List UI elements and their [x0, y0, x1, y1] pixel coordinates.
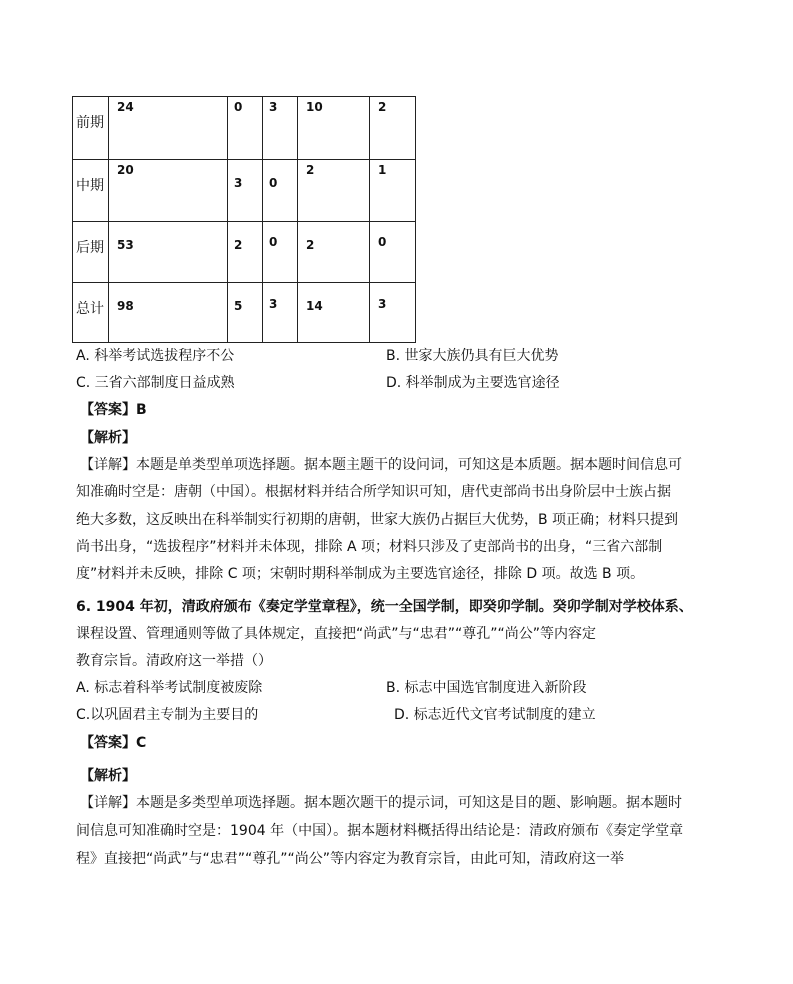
q5-analysis-title: 【解析】 [80, 430, 136, 446]
q6-answer: 【答案】C [80, 735, 147, 751]
table-cell [228, 97, 263, 160]
cell-value: 2 [306, 163, 315, 177]
q5-detail-line: 【详解】本题是单类型单项选择题。据本题主题干的设问词，可知这是本质题。据本题时间信息可 [80, 457, 682, 473]
q5-detail-line: 尚书出身，“选拔程序”材料并未体现，排除 A 项；材料只涉及了吏部尚书的出身，“三省六部制 [76, 539, 663, 555]
table-cell [109, 97, 228, 160]
table-cell [109, 222, 228, 283]
cell-value: 2 [234, 238, 243, 252]
q5-answer: 【答案】B [80, 402, 147, 418]
cell-value: 2 [378, 100, 387, 114]
cell-value: 3 [234, 176, 243, 190]
row-label: 中期 [76, 178, 104, 194]
table-cell [298, 222, 370, 283]
table-cell [370, 283, 416, 343]
q5-detail-line: 度”材料并未反映，排除 C 项；宋朝时期科举制成为主要选官途径，排除 D 项。故选 B 项。 [76, 566, 645, 582]
q5-option-d: D. 科举制成为主要选官途径 [386, 375, 560, 391]
table-row [73, 160, 416, 222]
official-origin-table [72, 96, 416, 343]
cell-value: 20 [117, 163, 134, 177]
q6-option-d: D. 标志近代文官考试制度的建立 [394, 707, 596, 723]
q6-detail-line: 程》直接把“尚武”与“忠君”“尊孔”“尚公”等内容定为教育宗旨，由此可知，清政府这一举 [76, 851, 625, 867]
row-label-cell [73, 97, 109, 160]
table-cell [298, 283, 370, 343]
cell-value: 2 [306, 238, 315, 252]
row-label: 前期 [76, 115, 104, 131]
row-label-cell [73, 222, 109, 283]
q6-option-a: A. 标志着科举考试制度被废除 [76, 680, 263, 696]
cell-value: 3 [269, 297, 278, 311]
table-cell [370, 97, 416, 160]
q5-option-a: A. 科举考试选拔程序不公 [76, 348, 235, 364]
table-cell [109, 160, 228, 222]
q6-stem-line: 教育宗旨。清政府这一举措（） [76, 653, 272, 669]
cell-value: 10 [306, 100, 323, 114]
cell-value: 3 [269, 100, 278, 114]
q6-detail-line: 【详解】本题是多类型单项选择题。据本题次题干的提示词，可知这是目的题、影响题。据本题时 [80, 795, 682, 811]
cell-value: 5 [234, 299, 243, 313]
q6-stem-line: 6. 1904 年初，清政府颁布《奏定学堂章程》，统一全国学制，即癸卯学制。癸卯学制对学校体系、 [76, 599, 693, 615]
q5-detail-line: 知准确时空是：唐朝（中国）。根据材料并结合所学知识可知，唐代吏部尚书出身阶层中士族占据 [76, 484, 671, 500]
cell-value: 24 [117, 100, 134, 114]
q6-detail-line: 间信息可知准确时空是：1904 年（中国）。据本题材料概括得出结论是：清政府颁布《奏定学堂章 [76, 823, 684, 839]
table-cell [370, 160, 416, 222]
q6-option-b: B. 标志中国选官制度进入新阶段 [386, 680, 587, 696]
row-label-cell [73, 283, 109, 343]
q5-option-b: B. 世家大族仍具有巨大优势 [386, 348, 559, 364]
table-cell [228, 222, 263, 283]
q5-detail-line: 绝大多数，这反映出在科举制实行初期的唐朝，世家大族仍占据巨大优势，B 项正确；材料只提到 [76, 512, 679, 528]
cell-value: 0 [269, 176, 278, 190]
cell-value: 14 [306, 299, 323, 313]
table-cell [298, 97, 370, 160]
table-cell [370, 222, 416, 283]
table-row [73, 283, 416, 343]
cell-value: 1 [378, 163, 387, 177]
q5-option-c: C. 三省六部制度日益成熟 [76, 375, 235, 391]
table-row [73, 97, 416, 160]
q6-option-c: C.以巩固君主专制为主要目的 [76, 707, 259, 723]
cell-value: 53 [117, 238, 134, 252]
row-label-cell [73, 160, 109, 222]
table-cell [228, 160, 263, 222]
table-cell [263, 222, 298, 283]
table-cell [298, 160, 370, 222]
cell-value: 98 [117, 299, 134, 313]
q6-analysis-title: 【解析】 [80, 768, 136, 784]
q6-stem-line: 课程设置、管理通则等做了具体规定，直接把“尚武”与“忠君”“尊孔”“尚公”等内容定 [76, 626, 597, 642]
table-cell [228, 283, 263, 343]
row-label: 后期 [76, 240, 104, 256]
table-row [73, 222, 416, 283]
table-cell [263, 160, 298, 222]
table-cell [109, 283, 228, 343]
table-cell [263, 283, 298, 343]
table-cell [263, 97, 298, 160]
cell-value: 0 [234, 100, 243, 114]
cell-value: 0 [378, 235, 387, 249]
cell-value: 0 [269, 235, 278, 249]
row-label: 总计 [76, 301, 104, 317]
cell-value: 3 [378, 297, 387, 311]
